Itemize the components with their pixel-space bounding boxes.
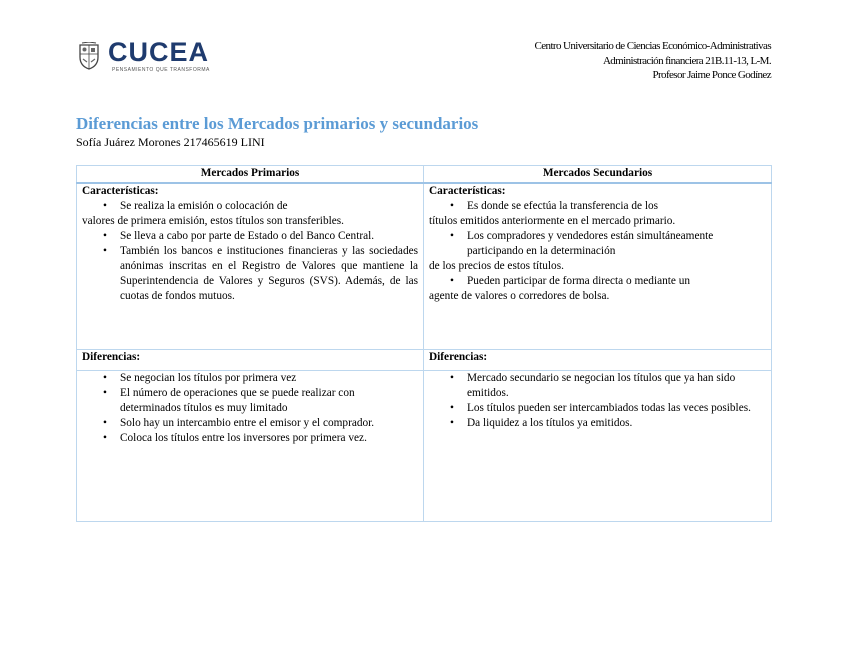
- header-info: [535, 39, 771, 83]
- characteristics-label: Características:: [429, 185, 506, 197]
- professor-name: Profesor Jaime Ponce Godínez: [652, 69, 771, 81]
- primary-differences-label-cell: [77, 350, 424, 371]
- header-primary-markets: Mercados Primarios: [77, 166, 424, 184]
- institution-name: Centro Universitario de Ciencias Económico-Administrativas: [534, 40, 771, 52]
- secondary-characteristics-cell: [424, 183, 772, 350]
- university-seal-icon: [78, 42, 100, 70]
- list-item: • Se realiza la emisión o colocación de: [82, 199, 418, 214]
- secondary-differences-label-cell: [424, 350, 772, 371]
- course-name: Administración financiera 21B.11-13, L-M.: [602, 54, 771, 67]
- brand-name: CUCEA: [108, 37, 210, 67]
- brand-tagline: PENSAMIENTO QUE TRANSFORMA: [112, 67, 210, 73]
- header-secondary-markets: Mercados Secundarios: [424, 166, 772, 184]
- differences-label: Diferencias:: [82, 351, 141, 363]
- secondary-differences-cell: [424, 371, 772, 522]
- author-line: Sofía Juárez Morones 217465619 LINI: [76, 135, 265, 149]
- list-item: • Se lleva a cabo por parte de Estado o del Banco Central.: [82, 229, 418, 244]
- list-item-continuation: agente de valores o corredores de bolsa.: [429, 290, 610, 302]
- table-header-row: [77, 166, 772, 184]
- list-item-continuation: títulos emitidos anteriormente en el mercado primario.: [429, 215, 676, 227]
- characteristics-label: Características:: [82, 185, 159, 197]
- list-item-continuation: de los precios de estos títulos.: [429, 260, 564, 272]
- list-item: • También los bancos e instituciones financieras y las sociedades anónimas inscritas en el Registro de Valores que mantiene la Superintendencia de Valores y Seguros (SVS). Además, de las cuotas de fondos mutuos.: [82, 244, 418, 304]
- list-item: • Mercado secundario se negocian los títulos que ya han sido emitidos.: [429, 371, 766, 401]
- list-item: • Pueden participar de forma directa o mediante un: [429, 274, 766, 289]
- differences-label: Diferencias:: [429, 351, 488, 363]
- list-item: • Solo hay un intercambio entre el emisor y el comprador.: [82, 416, 418, 431]
- cucea-logo: [78, 38, 210, 73]
- list-item: • Da liquidez a los títulos ya emitidos.: [429, 416, 766, 431]
- differences-row: [77, 371, 772, 522]
- differences-label-row: [77, 350, 772, 371]
- list-item: • Los títulos pueden ser intercambiados todas las veces posibles.: [429, 401, 766, 416]
- list-item: • Los compradores y vendedores están simultáneamente participando en la determinación: [429, 229, 766, 259]
- primary-differences-cell: [77, 371, 424, 522]
- characteristics-row: [77, 183, 772, 350]
- list-item: • Se negocian los títulos por primera vez: [82, 371, 418, 386]
- list-item-continuation: valores de primera emisión, estos títulos son transferibles.: [82, 215, 344, 227]
- document-title: Diferencias entre los Mercados primarios y secundarios: [76, 114, 479, 133]
- list-item: • Coloca los títulos entre los inversores por primera vez.: [82, 431, 418, 446]
- list-item: • Es donde se efectúa la transferencia de los: [429, 199, 766, 214]
- list-item: • El número de operaciones que se puede realizar con determinados títulos es muy limitado: [82, 386, 418, 416]
- primary-characteristics-cell: [77, 183, 424, 350]
- comparison-table: [76, 165, 772, 522]
